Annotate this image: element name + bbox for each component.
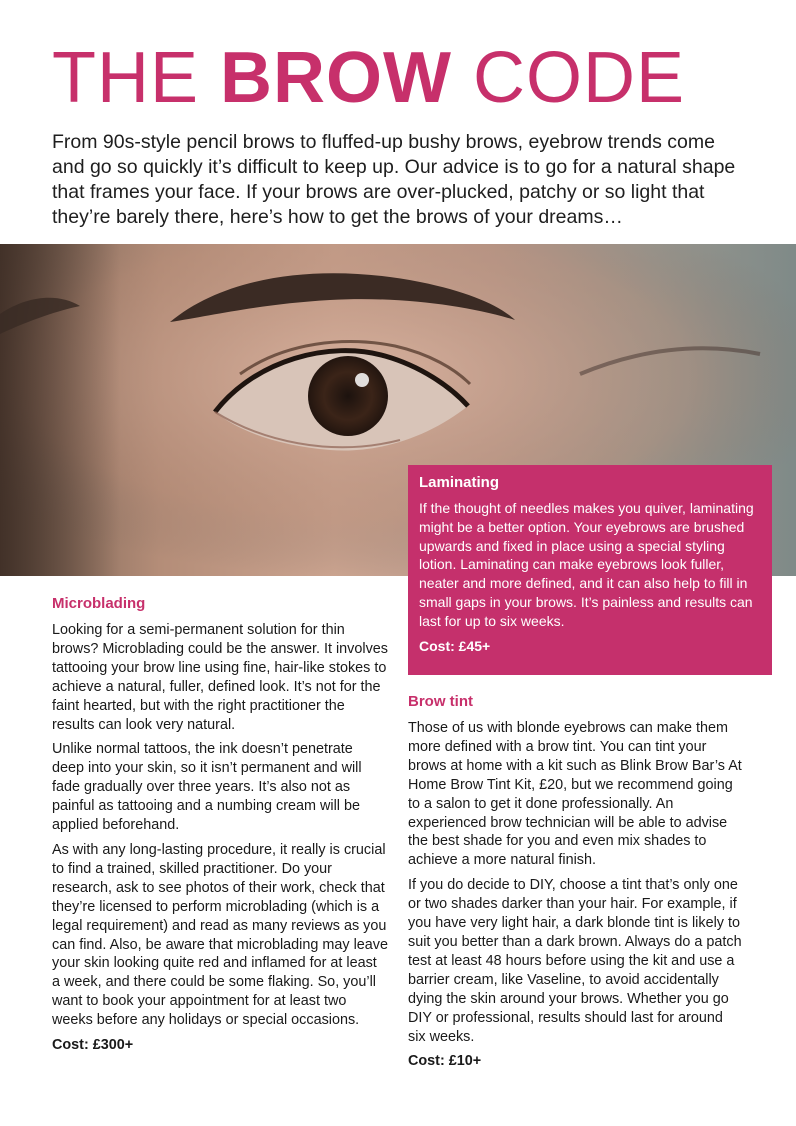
- title-word-the: THE: [52, 38, 199, 118]
- microblading-paragraph: As with any long-lasting procedure, it really is crucial to find a trained, skilled practitioner. Do your research, ask to see photos of their work, check that they’re licensed to perform microblading (which is a legal requirement) and read as many reviews as you can find. Also, be aware that microblading may leave your skin looking quite red and inflamed for at least a week, and there could be some flaking. So, you’ll want to book your appointment for at least two weeks before any holidays or special occasions.: [52, 841, 388, 1029]
- brow-tint-cost: Cost: £10+: [408, 1053, 482, 1070]
- microblading-cost: Cost: £300+: [52, 1037, 134, 1054]
- microblading-section: [52, 594, 388, 1061]
- microblading-paragraph: Unlike normal tattoos, the ink doesn’t penetrate deep into your skin, so it isn’t permanent and will fade gradually over three years. It’s also not as painful as tattooing and a numbing cream will be applied beforehand.: [52, 741, 362, 834]
- laminating-cost: Cost: £45+: [419, 637, 491, 654]
- laminating-heading: Laminating: [419, 474, 500, 491]
- laminating-body: If the thought of needles makes you quiver, laminating might be a better option. Your eyebrows are brushed upwards and fixed in place using a special styling lotion. Laminating can make eyebrows look fuller, neater and more defined, and it can also help to fill in small gaps in your brows. It’s painless and results can last for up to six weeks.: [419, 500, 754, 629]
- brow-tint-heading: Brow tint: [408, 693, 473, 710]
- brow-tint-paragraph: Those of us with blonde eyebrows can make them more defined with a brow tint. You can tint your brows at home with a kit such as Blink Brow Bar’s At Home Brow Tint Kit, £20, but we recommend going to a salon to get it done professionally. An experienced brow technician will be able to advise the best shade for you and even mix shades to achieve a more natural finish.: [408, 720, 742, 869]
- laminating-box: [408, 465, 772, 675]
- microblading-heading: Microblading: [52, 595, 146, 612]
- brow-tint-paragraph: If you do decide to DIY, choose a tint that’s only one or two shades darker than your hair. For example, if you have very light hair, a dark blonde tint is likely to suit you better than a dark brown. Always do a patch test at least 48 hours before using the kit and use a barrier cream, like Vaseline, to avoid accidentally dying the skin around your brows. Whether you go DIY or professional, results should last for around six weeks.: [408, 877, 742, 1045]
- page-title: [52, 36, 752, 120]
- brow-tint-section: [408, 692, 744, 1077]
- intro-paragraph: From 90s-style pencil brows to fluffed-up bushy brows, eyebrow trends come and go so quickly it’s difficult to keep up. Our advice is to go for a natural shape that frames your face. If your brows are over-plucked, patchy or so light that they’re barely there, here’s how to get the brows of your dreams…: [52, 131, 736, 228]
- microblading-paragraph: Looking for a semi-permanent solution for thin brows? Microblading could be the answer. It involves tattooing your brow line using fine, hair-like stokes to achieve a natural, fuller, defined look. It’s not for the faint hearted, but with the right practitioner the results can look very natural.: [52, 622, 388, 733]
- title-word-brow: BROW: [220, 38, 452, 118]
- title-word-code: CODE: [472, 38, 686, 118]
